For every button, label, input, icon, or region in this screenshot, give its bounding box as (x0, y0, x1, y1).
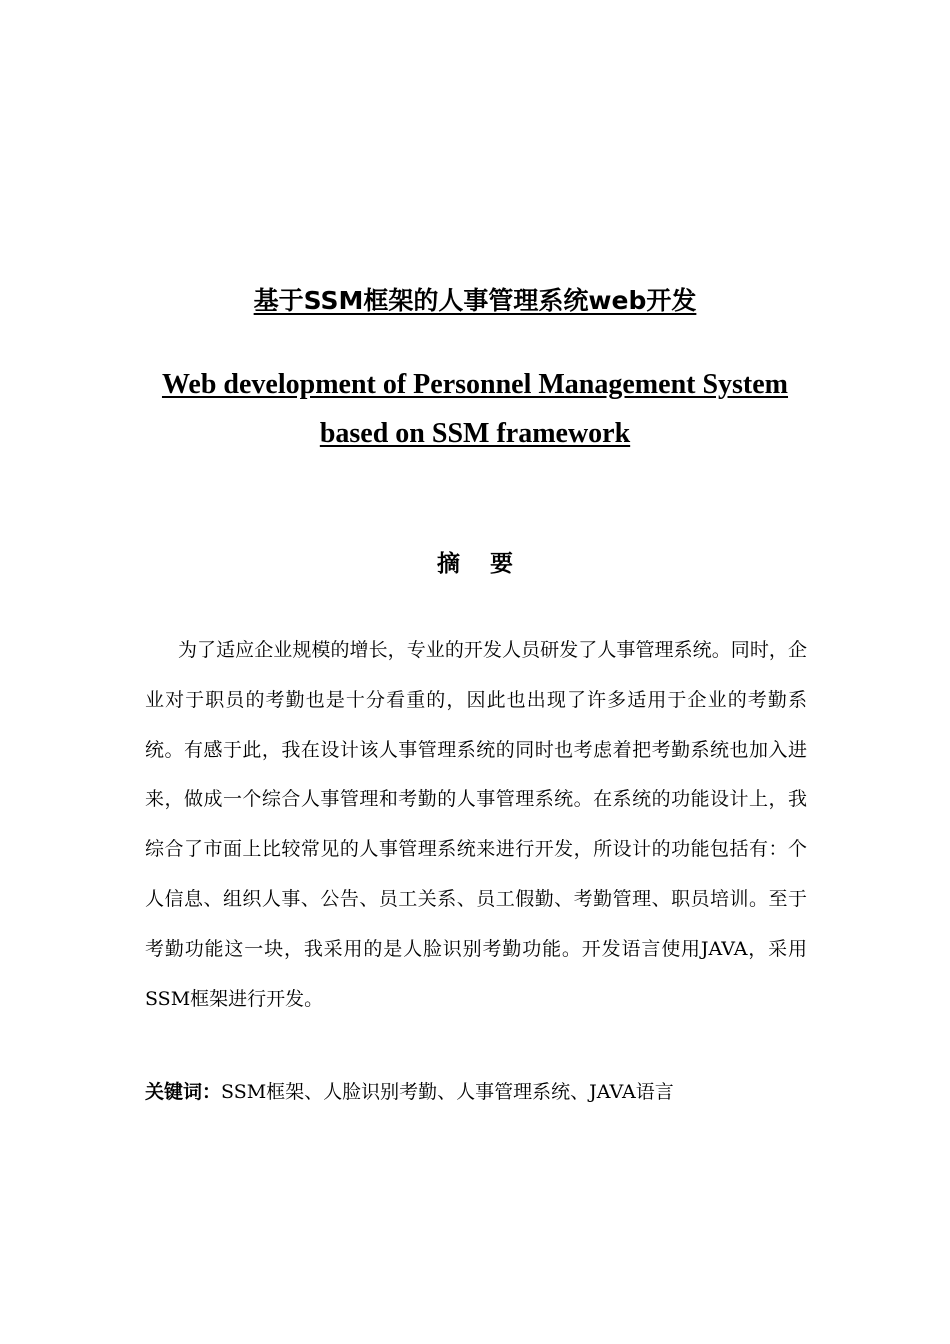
english-title (0, 360, 950, 458)
keywords-label: 关键词： (145, 1081, 222, 1103)
chinese-title-text: 基于SSM框架的人事管理系统web开发 (253, 286, 697, 315)
english-title-line-1: Web development of Personnel Management System (161, 369, 789, 400)
chinese-title (0, 283, 950, 319)
abstract-heading: 摘要 (437, 551, 543, 577)
english-title-line-2: based on SSM framework (319, 418, 631, 449)
keywords (145, 1074, 845, 1110)
keywords-value: SSM框架、人脸识别考勤、人事管理系统、JAVA语言 (221, 1081, 674, 1103)
abstract-body: 为了适应企业规模的增长，专业的开发人员研发了人事管理系统。同时，企业对于职员的考勤也是十分看重的，因此也出现了许多适用于企业的考勤系统。有感于此，我在设计该人事管理系统的同时也考虑着把考勤系统也加入进来，做成一个综合人事管理和考勤的人事管理系统。在系统的功能设计上，我综合了市面上比较常见的人事管理系统来进行开发，所设计的功能包括有：个人信息、组织人事、公告、员工关系、员工假勤、考勤管理、职员培训。至于考勤功能这一块，我采用的是人脸识别考勤功能。开发语言使用JAVA，采用SSM框架进行开发。 (145, 639, 807, 1010)
